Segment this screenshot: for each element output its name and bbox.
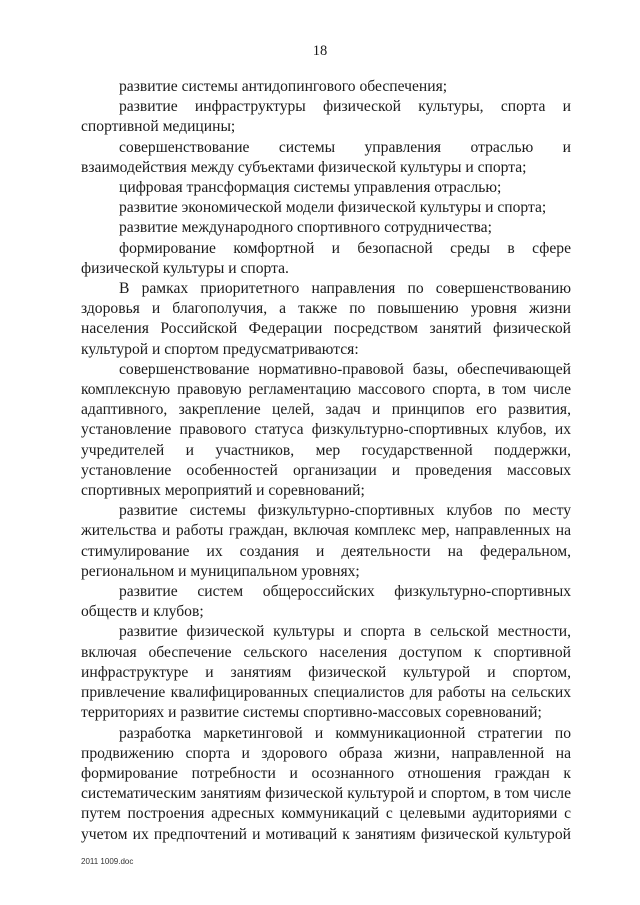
paragraph-economic-model: развитие экономической модели физической культуры и спорта; xyxy=(119,199,547,217)
page-number: 18 xyxy=(312,43,328,59)
paragraph-legal-framework: совершенствование нормативно-правовой базы, обеспечивающей комплексную правовую регламентацию массового спорта, в том числе адаптивного, закрепление целей, задач и принципов его развития, установление правового статуса физкультурно-спортивных клубов, их учредителей и участников, мер государственной поддержки, установление особенностей организации и проведения массовых спортивных мероприятий и соревнований; xyxy=(81,360,571,500)
footer-filename: 2011 1009.doc xyxy=(81,857,134,866)
paragraph-safe-environment: формирование комфортной и безопасной среды в сфере физической культуры и спорта. xyxy=(81,239,571,277)
paragraph-all-russian-societies: развитие систем общероссийских физкультурно-спортивных обществ и клубов; xyxy=(81,583,571,621)
paragraph-sports-clubs: развитие системы физкультурно-спортивных клубов по месту жительства и работы граждан, включая комплекс мер, направленных на стимулирование их создания и деятельности на федеральном, региональном и муниципальном уровнях; xyxy=(81,502,571,580)
paragraph-digital-transformation: цифровая трансформация системы управления отраслью; xyxy=(119,179,502,197)
paragraph-rural-sport: развитие физической культуры и спорта в сельской местности, включая обеспечение сельского населения доступом к спортивной инфраструктуре и занятиям физической культурой и спортом, привлечение квалифицированных специалистов для работы на сельских территориях и развитие системы спортивно-массовых соревнований; xyxy=(81,623,571,722)
document-body xyxy=(81,77,571,845)
paragraph-marketing-strategy: разработка маркетинговой и коммуникационной стратегии по продвижению спорта и здорового образа жизни, направленной на формирование потребности и осознанного отношения граждан к систематическим занятиям физической культурой и спортом, в том числе путем построения адресных коммуникаций с целевыми аудиториями с учетом их предпочтений и мотиваций к занятиям физической культурой xyxy=(81,724,571,843)
paragraph-antidoping: развитие системы антидопингового обеспечения; xyxy=(119,78,448,95)
paragraph-priority-direction: В рамках приоритетного направления по совершенствованию здоровья и благополучия, а также по повышению уровня жизни населения Российской Федерации посредством занятий физической культурой и спортом предусматриваются: xyxy=(81,280,571,358)
paragraph-infrastructure: развитие инфраструктуры физической культуры, спорта и спортивной медицины; xyxy=(81,98,571,136)
paragraph-management-system: совершенствование системы управления отраслью и взаимодействия между субъектами физической культуры и спорта; xyxy=(81,138,571,176)
paragraph-international-cooperation: развитие международного спортивного сотрудничества; xyxy=(119,219,492,237)
